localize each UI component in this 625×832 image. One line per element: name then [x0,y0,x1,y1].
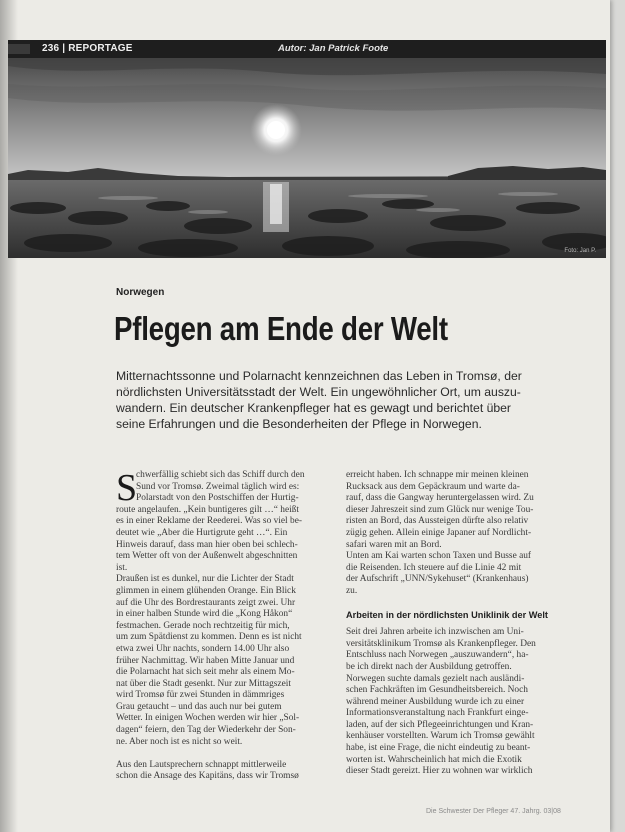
body-line: glimmen in einem glühenden Orange. Ein Blick [116,585,296,596]
body-line: Rucksack aus dem Gepäckraum und warte da- [346,481,520,492]
body-line: auf die Uhr des Bordrestaurants zeigt zwei. Uhr [116,597,296,608]
body-line: rauf, dass die Gangway heruntergelassen wird. Zu [346,493,534,504]
body-line: ist. [116,562,128,573]
body-line: die Reisenden. Ich steuere auf die Linie 42 mit [346,562,522,573]
body-line: ne. Aber noch ist es nicht so weit. [116,736,243,747]
photo-credit: Foto: Jan P. [564,248,596,254]
body-line [116,748,338,760]
body-line: Entschluss nach Norwegen „auszuwandern“, ha- [346,650,529,661]
body-line: der Aufschrift „UNN/Sykehuset“ (Krankenhaus) [346,574,529,585]
body-line: die Polarnacht hat sich seit mehr als einem Mo- [116,667,295,678]
drop-cap: S [116,467,138,509]
header-marker [8,44,30,54]
body-line: dieser Stadt gereizt. Hier zu wohnen war wirklich [346,766,533,777]
body-column-left [116,467,338,783]
body-line: zu. [346,585,358,596]
body-line: worten ist. Wahrscheinlich hat mich die Exotik [346,754,522,765]
body-line: Draußen ist es dunkel, nur die Lichter der Stadt [116,574,294,585]
body-line: kenhäuser vorstellten. Warum ich Tromsø gewählt [346,731,535,742]
body-line: schen Fachkräften im Gesundheitsbereich. Noch [346,685,528,696]
body-line: Norwegen suchte damals gezielt nach ausländi- [346,673,525,684]
body-line: in einer halben Stunde wird die „Kong Håkon“ [116,609,293,620]
body-line: festmachen. Gerade noch rechtzeitig für mich, [116,620,290,631]
header-photo-midnight-sun [8,58,606,258]
page-section-label: 236 | REPORTAGE [42,43,133,54]
body-line: risten an Bord, das Aussteigen dürfte also relativ [346,516,529,527]
body-line: schon die Ansage des Kapitäns, dass wir Tromsø [116,771,299,782]
body-line: versitätsklinikum Tromsø als Krankenpfleger. Den [346,638,536,649]
body-line: wird Tromsø für zwei Stunden in dämmriges [116,690,285,701]
lead-line: wandern. Ein deutscher Krankenpfleger hat es gewagt und berichtet über [116,401,511,415]
body-line: dagen“ feiern, den Tag der Wiederkehr der Son- [116,725,296,736]
body-line: während meiner Ausbildung wurde ich zu einer [346,696,525,707]
body-line: Sund vor Tromsø. Zweimal täglich wird es: [136,481,300,492]
body-line: safari waren mit an Bord. [346,539,442,550]
body-line: be ich direkt nach der Ausbildung getroffen. [346,661,512,672]
body-line: Unten am Kai warten schon Taxen und Busse auf [346,551,532,562]
article-lead [116,368,576,432]
body-line: Grau getaucht – und das auch nur bei gutem [116,701,282,712]
body-line: Hinweis darauf, dass man hier oben bei schlech- [116,539,298,550]
author-line: Autor: Jan Patrick Foote [278,43,389,54]
body-line: Aus den Lautsprechern schnappt mittlerweile [116,759,287,770]
body-line: um zum Spätdienst zu kommen. Denn es ist nicht [116,632,302,643]
body-line: dieser Jahreszeit sind zum Glück nur wenige Tou- [346,504,534,515]
body-line: Informationsveranstaltung nach Frankfurt einge- [346,708,529,719]
body-line: erreicht haben. Ich schnappe mir meinen kleinen [346,470,529,480]
body-line: Polarstadt von den Postschiffen der Hurtig- [136,493,299,504]
lead-line: nördlichsten Universitätsstadt der Welt. Ein ungewöhnlicher Ort, um auszu- [116,385,521,399]
body-line: etwa zwei Uhr nachts, sondern 14.00 Uhr also [116,643,290,654]
body-line: zügig gehen. Allein einige Japaner auf Nordlicht- [346,527,532,538]
lead-line: seine Erfahrungen und die Besonderheiten der Pflege in Norwegen. [116,417,482,431]
body-line: route angelaufen. „Kein buntigeres gilt …“ heißt [116,504,300,515]
body-line: deutet wie „Aber die Hurtigrute geht …“. Ein [116,527,288,538]
body-line: habe, ist eine Frage, die nicht eindeutig zu beant- [346,743,531,754]
section-subheading: Arbeiten in der nördlichsten Uniklinik der Welt [346,609,548,620]
body-line: nat über die Stadt gesenkt. Nur zur Mittagszeit [116,678,291,689]
body-column-right [346,470,568,778]
sea-sunset-image [8,58,606,258]
article-title: Pflegen am Ende der Welt [114,310,448,347]
body-line: Wetter. In einigen Wochen werden wir hier „Sol- [116,713,300,724]
body-line: chwerfällig schiebt sich das Schiff durch den [136,470,305,480]
article-kicker: Norwegen [116,287,165,298]
lead-line: Mitternachtssonne und Polarnacht kennzeichnen das Leben in Tromsø, der [116,369,522,383]
body-line: früher Nachmittag. Wir haben Mitte Januar und [116,655,295,666]
body-line: tem Wetter oft von der Außenwelt abgeschnitten [116,551,298,562]
body-line: Seit drei Jahren arbeite ich inzwischen am Uni- [346,627,524,638]
header-bar [8,40,606,58]
page-footer: Die Schwester Der Pfleger 47. Jahrg. 03|08 [426,808,561,815]
body-line: laden, auf der sich Pflegeeinrichtungen und Kran- [346,719,534,730]
body-line: es in einer Reklame der Reederei. Was so viel be- [116,516,302,527]
